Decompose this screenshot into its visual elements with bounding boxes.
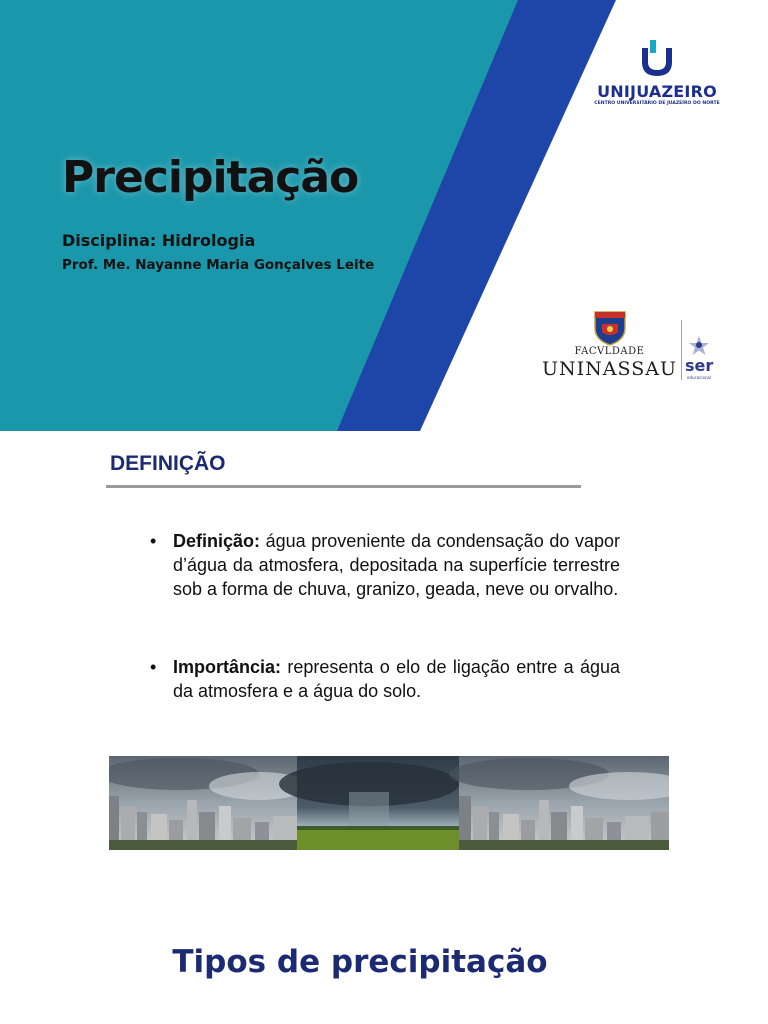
ser-name: ser	[685, 356, 714, 375]
bullet-body: representa o elo de ligação entre a água da atmosfera e a água do solo.	[173, 657, 620, 701]
ser-subtitle: educacional	[687, 375, 712, 380]
precipitation-photo-strip	[109, 756, 669, 850]
discipline-label: Disciplina: Hidrologia	[62, 231, 256, 250]
heading-divider	[106, 485, 581, 488]
shield-crest-icon	[593, 310, 627, 346]
unijuazeiro-tagline: CENTRO UNIVERSITÁRIO DE JUAZEIRO DO NORTE	[594, 101, 720, 106]
professor-label: Prof. Me. Nayanne Maria Gonçalves Leite	[62, 257, 375, 273]
bullet-label: Importância:	[173, 657, 282, 677]
section-title: Tipos de precipitação	[172, 944, 548, 980]
logo-divider	[681, 320, 682, 380]
cover-title: Precipitação	[62, 152, 359, 203]
bullet-text	[173, 655, 620, 703]
definition-heading: DEFINIÇÃO	[110, 452, 226, 475]
city-storm-photo	[449, 756, 669, 850]
unijuazeiro-u-icon	[638, 40, 676, 80]
bullet-body: água proveniente da condensação do vapor d’água da atmosfera, depositada na superfície terrestre sob a forma de chuva, granizo, geada, neve ou orvalho.	[173, 531, 620, 599]
facvldade-label: FACVLDADE	[574, 346, 645, 357]
unijuazeiro-logo	[586, 40, 728, 110]
bullet-label: Definição:	[173, 531, 261, 551]
importance-bullet	[150, 655, 620, 703]
uninassau-logo	[542, 308, 722, 388]
city-storm-photo	[109, 756, 309, 850]
uninassau-label: UNINASSAU	[542, 358, 677, 380]
bullet-glyph: •	[150, 531, 157, 551]
field-rain-storm-photo	[279, 756, 459, 850]
unijuazeiro-name: UNIJUAZEIRO	[597, 82, 717, 101]
bullet-text	[173, 529, 620, 601]
ser-star-icon	[687, 336, 711, 356]
definition-bullet	[150, 529, 620, 601]
cover-slide	[0, 0, 768, 431]
bullet-glyph: •	[150, 657, 157, 677]
